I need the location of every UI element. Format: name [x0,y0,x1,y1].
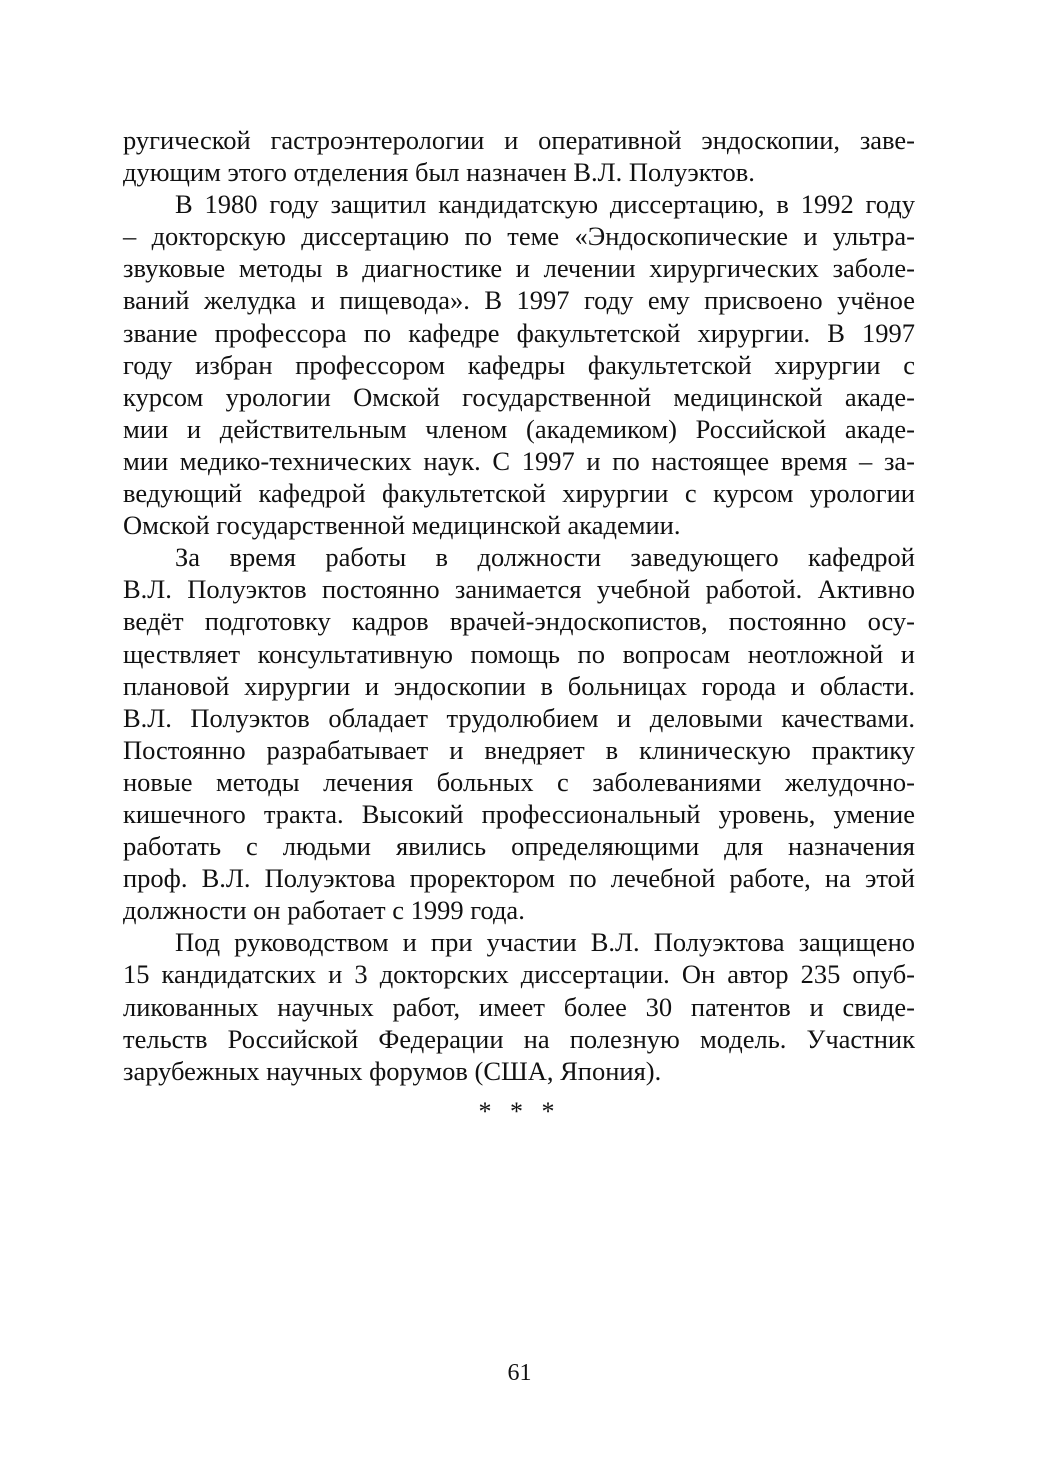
text-line: кишечного тракта. Высокий профессиональный уровень, умение [123,798,915,829]
paragraph [123,541,915,926]
text-line: За время работы в должности заведующего кафедрой [175,542,915,573]
paragraph [123,124,915,188]
text-line: Постоянно разрабатывает и внедряет в клиническую практику [123,734,915,765]
text-line: звуковые методы в диагностике и лечении хирургических заболе- [123,253,915,284]
text-line: мии и действительным членом (академиком) Российской акаде- [123,413,915,444]
text-line: Под руководством и при участии В.Л. Полуэктова защищено [175,927,915,958]
text-line: звание профессора по кафедре факультетской хирургии. В 1997 [123,317,915,348]
text-line: новые методы лечения больных с заболеваниями желудочно- [123,766,915,797]
paragraph [123,188,915,541]
text-line: – докторскую диссертацию по теме «Эндоскопические и ультра- [123,221,915,252]
text-line: ваний желудка и пищевода». В 1997 году ему присвоено учёное [123,285,915,316]
text-line: плановой хирургии и эндоскопии в больницах города и области. [123,670,915,701]
page-number: 61 [507,1360,532,1386]
text-line: Омской государственной медицинской академии. [123,510,681,541]
text-line: В.Л. Полуэктов постоянно занимается учебной работой. Активно [123,574,915,605]
paragraph [123,926,915,1086]
text-line: ведующий кафедрой факультетской хирургии с курсом урологии [123,478,915,509]
text-line: ведёт подготовку кадров врачей-эндоскопистов, постоянно осу- [123,606,915,637]
text-line: ществляет консультативную помощь по вопросам неотложной и [123,638,915,669]
text-line: В 1980 году защитил кандидатскую диссертацию, в 1992 году [175,189,915,220]
text-line: мии медико-технических наук. С 1997 и по настоящее время – за- [123,445,915,476]
text-line: проф. В.Л. Полуэктова проректором по лечебной работе, на этой [123,863,915,894]
text-line: ругической гастроэнтерологии и оперативной эндоскопии, заве- [123,125,915,155]
text-line: году избран профессором кафедры факультетской хирургии с [123,349,915,380]
section-separator: * * * [478,1097,561,1126]
text-line: тельств Российской Федерации на полезную модель. Участник [123,1023,915,1054]
body-text [123,124,915,1087]
text-line: В.Л. Полуэктов обладает трудолюбием и деловыми качествами. [123,702,915,733]
text-line: должности он работает с 1999 года. [123,895,525,926]
text-line: работать с людьми явились определяющими для назначения [123,831,915,862]
text-line: курсом урологии Омской государственной медицинской акаде- [123,381,915,412]
text-line: 15 кандидатских и 3 докторских диссертации. Он автор 235 опуб- [123,959,915,990]
text-line: зарубежных научных форумов (США, Япония). [123,1055,662,1086]
text-line: ликованных научных работ, имеет более 30 патентов и свиде- [123,991,915,1022]
text-line: дующим этого отделения был назначен В.Л. Полуэктов. [123,157,755,188]
